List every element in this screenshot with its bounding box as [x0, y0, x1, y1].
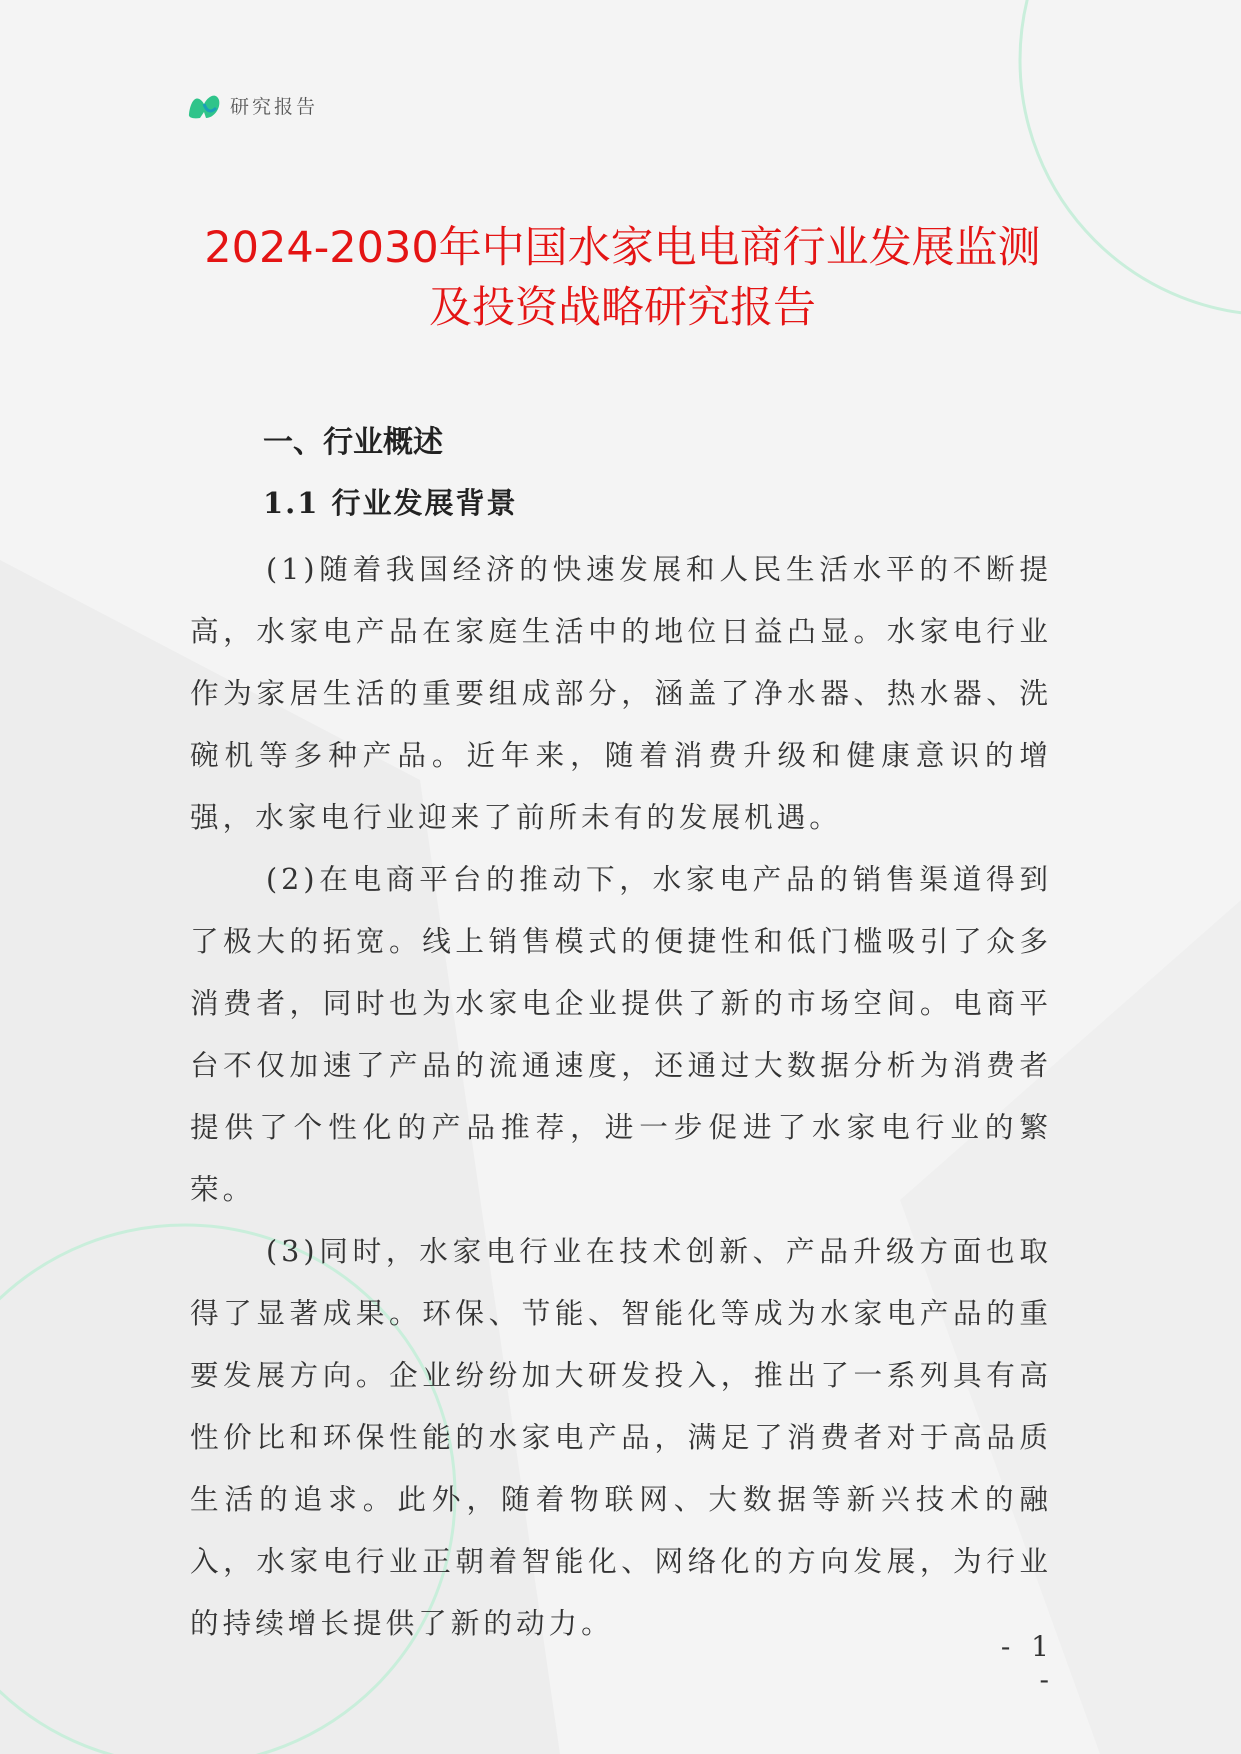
subsection-heading: 1.1 行业发展背景: [263, 486, 518, 520]
brand-label: 研究报告: [230, 95, 319, 118]
title-line-1: 2024-2030年中国水家电电商行业发展监测: [204, 223, 1041, 273]
page-number: - 1 -: [1000, 1630, 1055, 1696]
paragraph-2: (2)在电商平台的推动下，水家电产品的销售渠道得到了极大的拓宽。线上销售模式的便捷性和低门槛吸引了众多消费者，同时也为水家电企业提供了新的市场空间。电商平台不仅加速了产品的流通速度，还通过大数据分析为消费者提供了个性化的产品推荐，进一步促进了水家电行业的繁荣。: [190, 862, 1052, 1206]
paragraph-3: (3)同时，水家电行业在技术创新、产品升级方面也取得了显著成果。环保、节能、智能化等成为水家电产品的重要发展方向。企业纷纷加大研发投入，推出了一系列具有高性价比和环保性能的水家电产品，满足了消费者对于高品质生活的追求。此外，随着物联网、大数据等新兴技术的融入，水家电行业正朝着智能化、网络化的方向发展，为行业的持续增长提供了新的动力。: [190, 1234, 1052, 1640]
brand-logo-icon: [186, 88, 222, 122]
body-text: [190, 538, 1052, 1654]
title-line-2: 及投资战略研究报告: [429, 283, 816, 333]
paragraph-1: (1)随着我国经济的快速发展和人民生活水平的不断提高，水家电产品在家庭生活中的地位日益凸显。水家电行业作为家居生活的重要组成部分，涵盖了净水器、热水器、洗碗机等多种产品。近年来，随着消费升级和健康意识的增强，水家电行业迎来了前所未有的发展机遇。: [190, 552, 1052, 834]
document-title: [180, 218, 1065, 338]
section-heading: 一、行业概述: [263, 425, 443, 460]
header-brand: [186, 88, 318, 122]
